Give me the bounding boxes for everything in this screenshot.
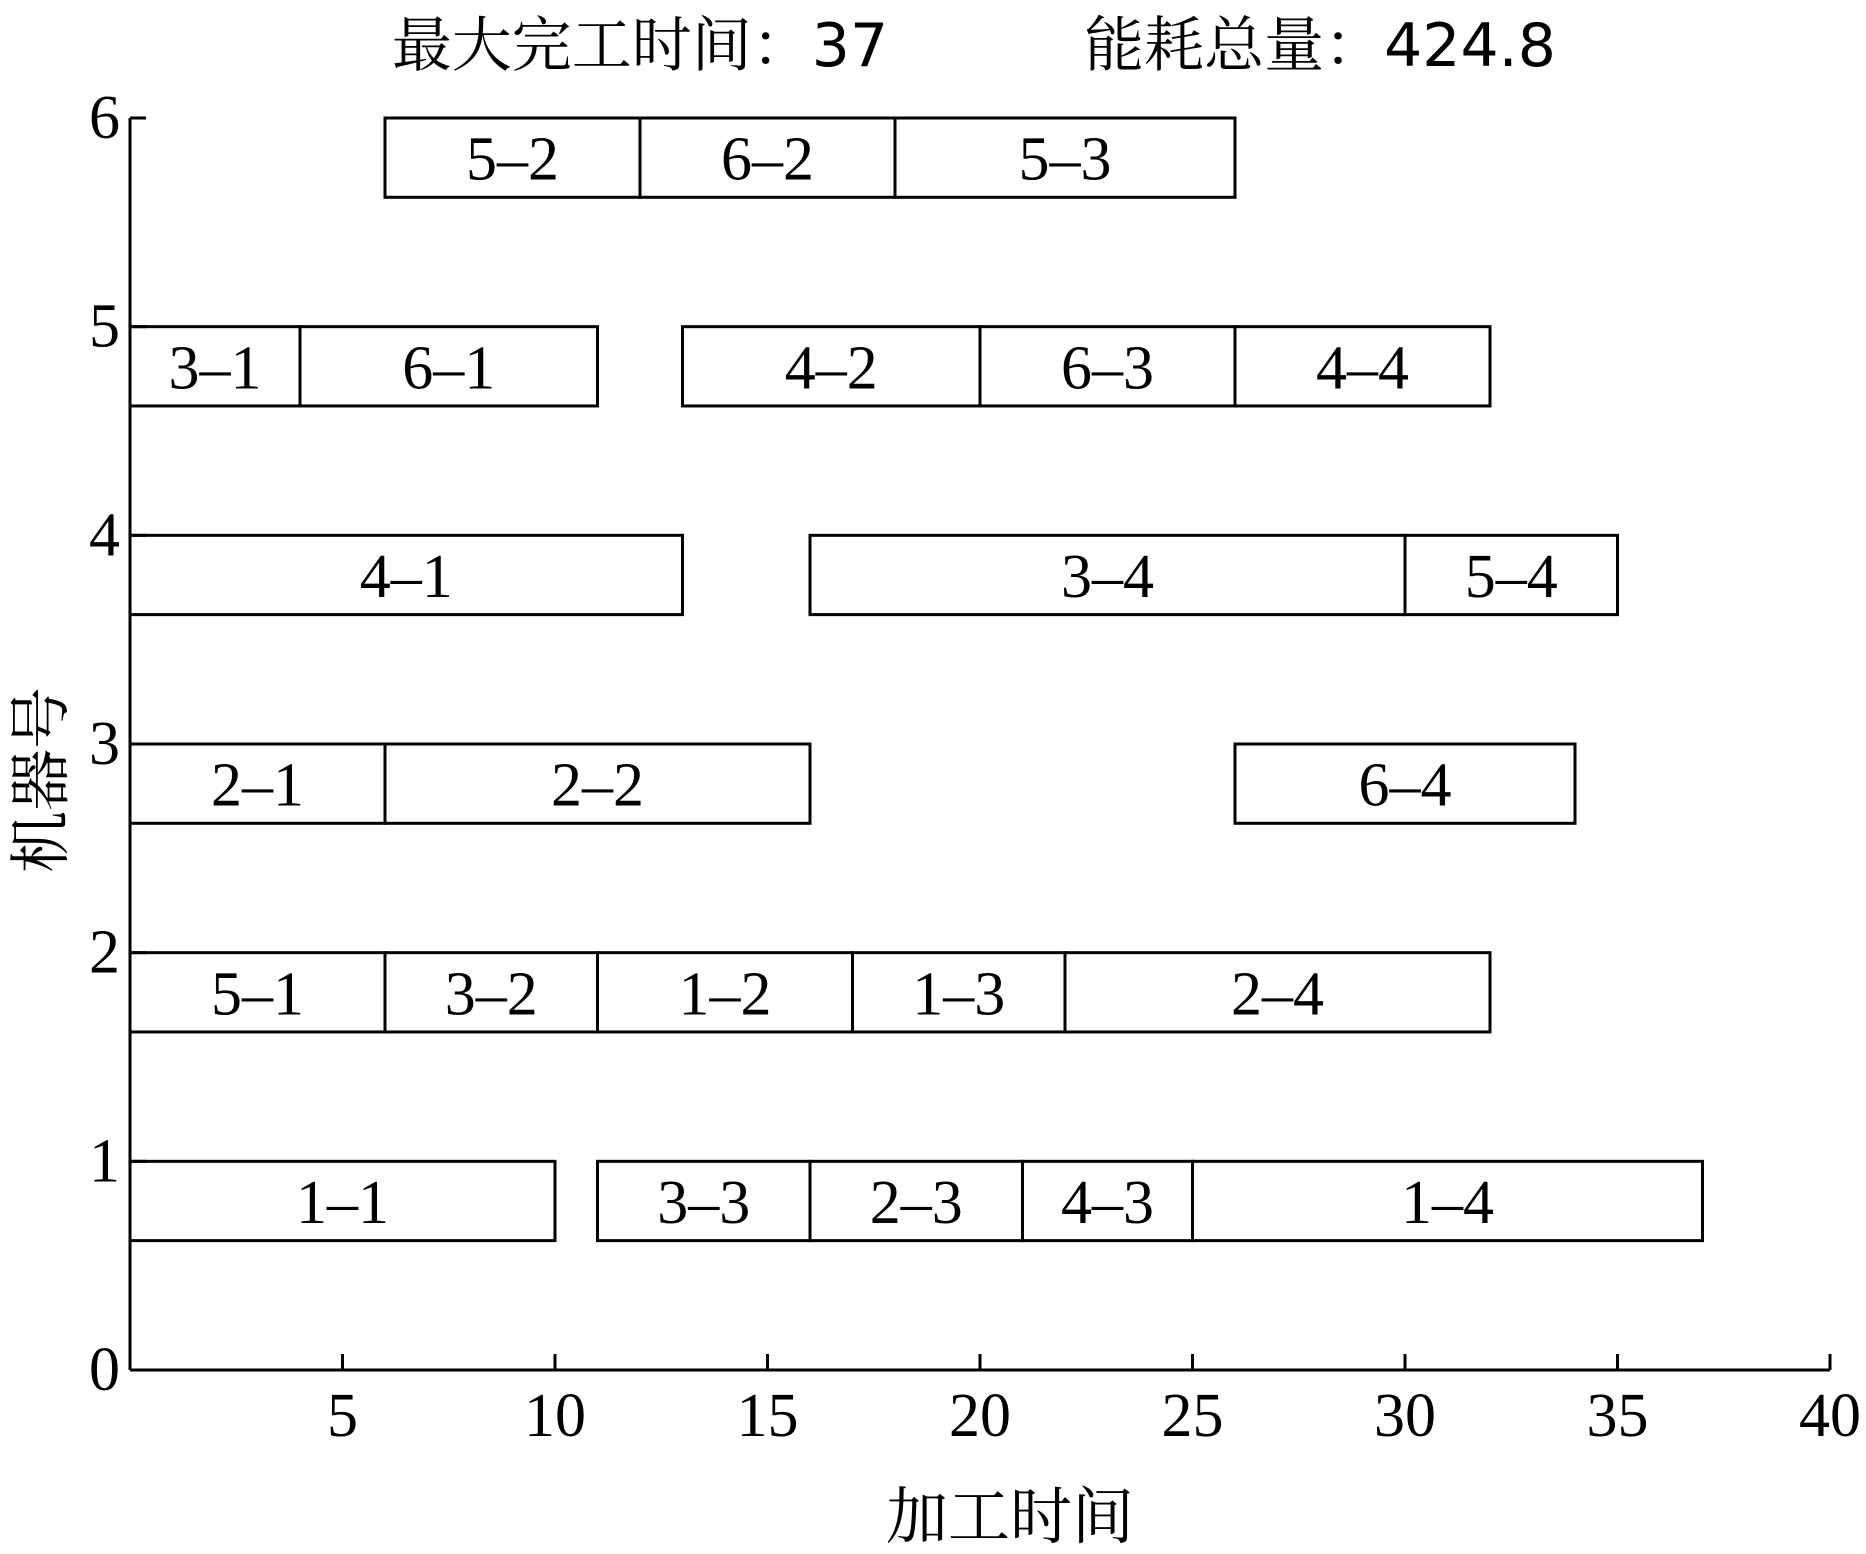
operation-label: 3–3 xyxy=(657,1168,751,1237)
operation-bar xyxy=(385,744,810,823)
operation-bar xyxy=(810,1161,1023,1240)
x-tick-label: 30 xyxy=(1374,1382,1436,1450)
operation-label: 2–2 xyxy=(551,751,644,820)
operation-bar xyxy=(130,953,385,1032)
y-tick-label: 3 xyxy=(89,710,120,778)
operation-bar xyxy=(853,953,1066,1032)
y-tick-label: 6 xyxy=(89,84,120,152)
operation-label: 5–3 xyxy=(1018,125,1112,194)
y-tick-label: 4 xyxy=(89,501,120,570)
y-tick-label: 1 xyxy=(89,1127,120,1196)
operation-label: 6–2 xyxy=(721,125,814,194)
operation-bar xyxy=(640,118,895,197)
operation-bar xyxy=(130,744,385,823)
operation-label: 3–4 xyxy=(1061,542,1154,611)
operation-bar xyxy=(130,535,683,614)
operation-bar xyxy=(895,118,1235,197)
operation-bar xyxy=(130,1161,555,1240)
x-tick-label: 15 xyxy=(736,1382,799,1450)
operation-label: 4–3 xyxy=(1061,1168,1154,1237)
operation-label: 1–4 xyxy=(1401,1168,1494,1237)
x-tick-label: 25 xyxy=(1161,1382,1224,1450)
y-tick-label: 5 xyxy=(89,292,120,361)
operation-bar xyxy=(1193,1161,1703,1240)
operation-bar xyxy=(1023,1161,1193,1240)
operation-label: 3–2 xyxy=(444,960,538,1029)
operation-bar xyxy=(598,1161,811,1240)
operation-bar xyxy=(385,953,598,1032)
operation-bar xyxy=(598,953,853,1032)
operation-bar xyxy=(385,118,640,197)
operation-label: 5–2 xyxy=(466,125,559,194)
operation-label: 4–2 xyxy=(784,334,878,403)
chart-title-makespan: 最大完工时间：37 xyxy=(391,11,889,81)
operation-bar xyxy=(1405,535,1618,614)
operation-bar xyxy=(1235,744,1575,823)
y-tick-label: 2 xyxy=(89,918,120,987)
operation-label: 3–1 xyxy=(168,334,262,403)
x-tick-label: 20 xyxy=(949,1382,1011,1450)
operation-bar xyxy=(1065,953,1490,1032)
x-tick-label: 35 xyxy=(1586,1382,1649,1450)
operation-label: 6–3 xyxy=(1061,334,1154,403)
operation-bars xyxy=(130,118,1703,1241)
operation-label: 1–1 xyxy=(296,1168,389,1237)
operation-label: 2–4 xyxy=(1231,960,1324,1029)
y-tick-label: 0 xyxy=(89,1336,120,1404)
operation-bar xyxy=(980,327,1235,406)
operation-bar xyxy=(810,535,1405,614)
operation-label: 6–4 xyxy=(1358,751,1452,820)
x-tick-label: 10 xyxy=(524,1382,586,1450)
operation-label: 5–1 xyxy=(211,960,304,1029)
operation-bar xyxy=(300,327,598,406)
operation-bar xyxy=(683,327,981,406)
operation-bar xyxy=(130,327,300,406)
operation-label: 4–1 xyxy=(359,542,453,611)
operation-label: 6–1 xyxy=(402,334,496,403)
operation-label: 4–4 xyxy=(1316,334,1409,403)
chart-title-energy: 能耗总量：424.8 xyxy=(1084,11,1556,81)
operation-label: 5–4 xyxy=(1464,542,1558,611)
x-tick-label: 5 xyxy=(327,1382,358,1450)
x-axis-title: 加工时间 xyxy=(885,1480,1135,1553)
operation-label: 2–1 xyxy=(211,751,304,820)
operation-bar xyxy=(1235,327,1490,406)
x-tick-label: 40 xyxy=(1799,1382,1861,1450)
operation-label: 1–3 xyxy=(912,960,1006,1029)
operation-label: 2–3 xyxy=(869,1168,963,1237)
operation-label: 1–2 xyxy=(678,960,772,1029)
y-axis-title: 机器号 xyxy=(4,686,77,874)
